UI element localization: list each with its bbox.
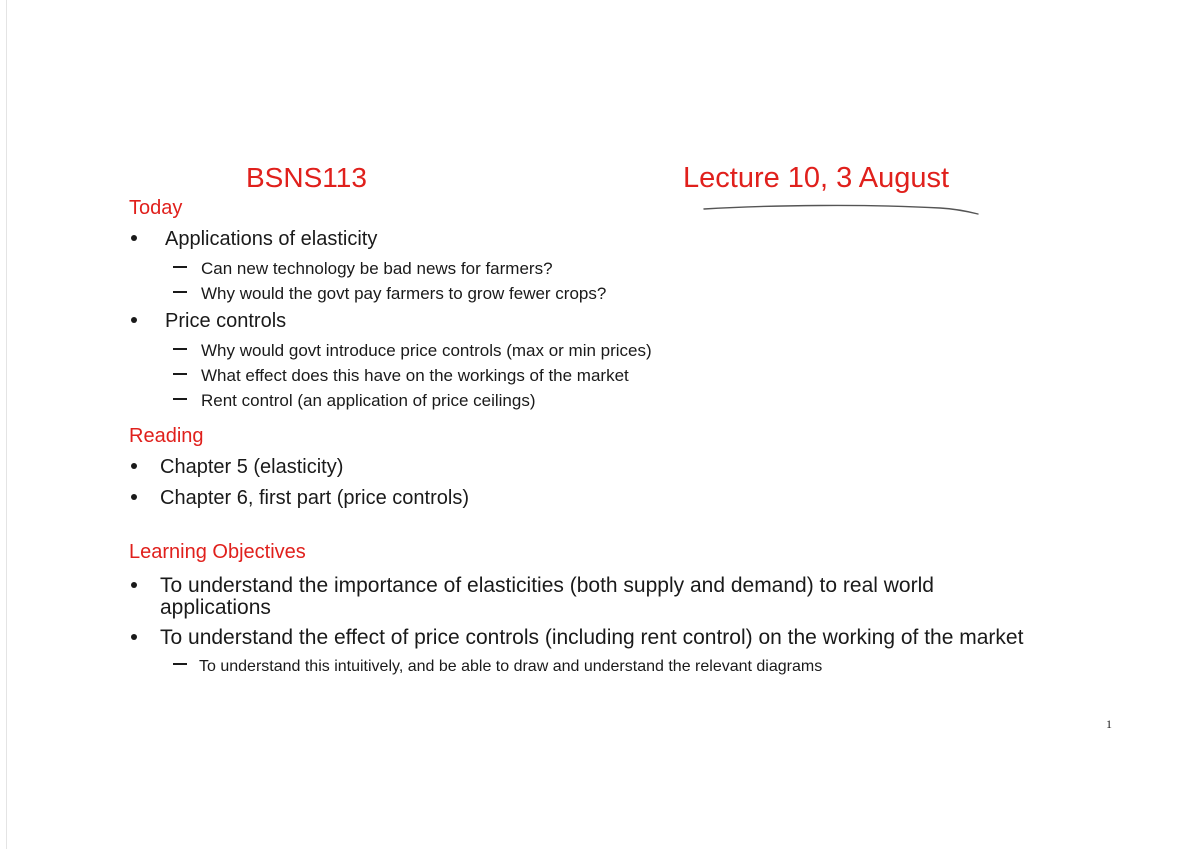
dash-icon <box>173 373 187 375</box>
bullet-icon <box>131 463 137 469</box>
bullet-icon <box>131 235 137 241</box>
list-subitem <box>173 391 536 411</box>
list-item-text: To understand the effect of price controls (including rent control) on the working of the market <box>160 626 1024 649</box>
course-code: BSNS113 <box>246 162 367 193</box>
list-item-text: Chapter 6, first part (price controls) <box>160 487 469 509</box>
list-subitem-text: Can new technology be bad news for farmers? <box>201 259 553 278</box>
page-edge <box>6 0 7 849</box>
dash-icon <box>173 266 187 268</box>
list-item-text: Chapter 5 (elasticity) <box>160 456 344 478</box>
dash-icon <box>173 398 187 400</box>
page-number: 1 <box>1106 717 1112 731</box>
bullet-icon <box>131 494 137 500</box>
list-item <box>131 310 286 333</box>
list-subitem <box>173 658 822 676</box>
list-item <box>131 574 934 598</box>
list-subitem-text: Rent control (an application of price ceilings) <box>201 391 536 410</box>
list-item <box>131 228 377 251</box>
today-heading: Today <box>129 197 183 219</box>
list-item-text: Applications of elasticity <box>165 228 378 250</box>
list-item-text: To understand the importance of elasticities (both supply and demand) to real world <box>160 574 934 597</box>
list-item <box>131 487 469 510</box>
list-subitem <box>173 366 629 386</box>
lecture-title: Lecture 10, 3 August <box>683 162 950 194</box>
list-item-text: Price controls <box>165 310 287 332</box>
list-subitem <box>173 284 606 304</box>
bullet-icon <box>131 317 137 323</box>
list-item-continuation: applications <box>160 596 271 619</box>
dash-icon <box>173 291 187 293</box>
bullet-icon <box>131 634 137 640</box>
list-item <box>131 456 343 479</box>
handwritten-underline <box>700 200 985 220</box>
list-subitem-text: Why would the govt pay farmers to grow fewer crops? <box>201 284 607 303</box>
list-subitem-text: To understand this intuitively, and be able to draw and understand the relevant diagrams <box>199 658 823 675</box>
dash-icon <box>173 663 187 665</box>
list-subitem-text: What effect does this have on the workings of the market <box>201 366 629 385</box>
list-subitem-text: Why would govt introduce price controls (max or min prices) <box>201 341 652 360</box>
dash-icon <box>173 348 187 350</box>
list-item <box>131 626 1023 650</box>
reading-heading: Reading <box>129 425 204 447</box>
list-subitem <box>173 259 553 279</box>
list-subitem <box>173 341 652 361</box>
bullet-icon <box>131 582 137 588</box>
objectives-heading: Learning Objectives <box>129 541 306 563</box>
